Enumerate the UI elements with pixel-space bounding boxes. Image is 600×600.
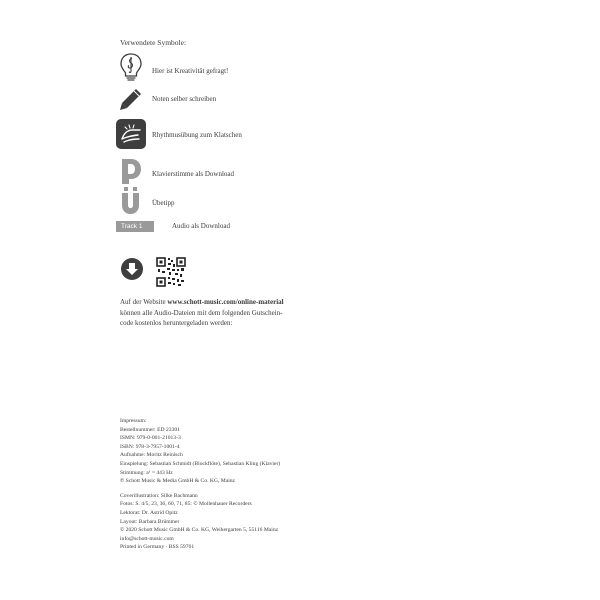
symbol-label-creativity: Hier ist Kreativität gefragt! bbox=[152, 67, 229, 75]
imprint-line: © 2020 Schott Music GmbH & Co. KG, Weihergarten 5, 55116 Mainz bbox=[120, 527, 279, 534]
symbol-label-rhythm: Rhythmusübung zum Klatschen bbox=[152, 131, 242, 139]
qr-code-icon bbox=[156, 257, 186, 287]
symbol-row-practice-tip bbox=[116, 186, 376, 216]
symbol-label-write-notes: Noten selber schreiben bbox=[152, 95, 217, 103]
website-line-2: können alle Audio-Dateien mit dem folgenden Gutschein- bbox=[120, 308, 283, 317]
imprint-line: ℗ Schott Music & Media GmbH & Co. KG, Mainz bbox=[120, 478, 236, 485]
track-badge: Track 1 bbox=[116, 221, 154, 232]
imprint-line: Impressum: bbox=[120, 418, 147, 424]
letter-u-umlaut-icon bbox=[116, 186, 146, 216]
imprint-line: Bestellnummer: ED 23301 bbox=[120, 426, 180, 433]
website-line-3: code kostenlos heruntergeladen werden: bbox=[120, 319, 233, 327]
symbol-label-piano-download: Klavierstimme als Download bbox=[152, 170, 235, 178]
imprint-line: ISMN: 979-0-001-21013-3 bbox=[120, 435, 181, 442]
lightbulb-clef-icon bbox=[116, 52, 146, 82]
symbol-label-practice-tip: Übetipp bbox=[152, 199, 175, 207]
download-arrow-icon bbox=[121, 258, 143, 280]
symbol-row-audio-download bbox=[116, 221, 376, 251]
imprint-line: Coverillustration: Silke Bachmann bbox=[120, 492, 198, 499]
clapping-hands-icon bbox=[116, 119, 146, 149]
imprint-line: Aufnahme: Moritz Reinisch bbox=[120, 452, 183, 459]
website-line-1: Auf der Website www.schott-music.com/online-material bbox=[120, 298, 284, 306]
website-url[interactable]: www.schott-music.com/online-material bbox=[167, 298, 284, 306]
imprint-line: Einspielung: Sebastian Schmidt (Blockflöte), Sebastian Kling (Klavier) bbox=[120, 460, 281, 467]
imprint-line: Stimmung: a¹ = 443 Hz bbox=[120, 469, 173, 476]
symbols-heading: Verwendete Symbole: bbox=[120, 38, 187, 47]
imprint-line: ISBN: 978-3-7957-1001-4 bbox=[120, 443, 180, 450]
letter-d-icon bbox=[116, 157, 146, 187]
imprint bbox=[120, 417, 380, 552]
imprint-line: Printed in Germany · BSS 59761 bbox=[120, 544, 195, 551]
imprint-line: Layout: Barbara Brümmer bbox=[120, 518, 180, 525]
symbol-row-rhythm bbox=[116, 119, 376, 149]
imprint-line: Fotos: S. 4/5, 23, 36, 60, 71, 85: © Mollenhauer Recorders bbox=[120, 501, 252, 508]
pencil-icon bbox=[116, 86, 146, 116]
symbol-row-write-notes bbox=[116, 86, 376, 116]
symbol-row-creativity bbox=[116, 52, 376, 82]
imprint-line: Lektorat: Dr. Astrid Opitz bbox=[120, 509, 178, 516]
website-info bbox=[120, 297, 340, 329]
symbol-row-piano-download bbox=[116, 157, 376, 187]
imprint-email[interactable]: info@schott-music.com bbox=[120, 535, 174, 542]
symbol-label-audio-download: Audio als Download bbox=[172, 222, 230, 230]
